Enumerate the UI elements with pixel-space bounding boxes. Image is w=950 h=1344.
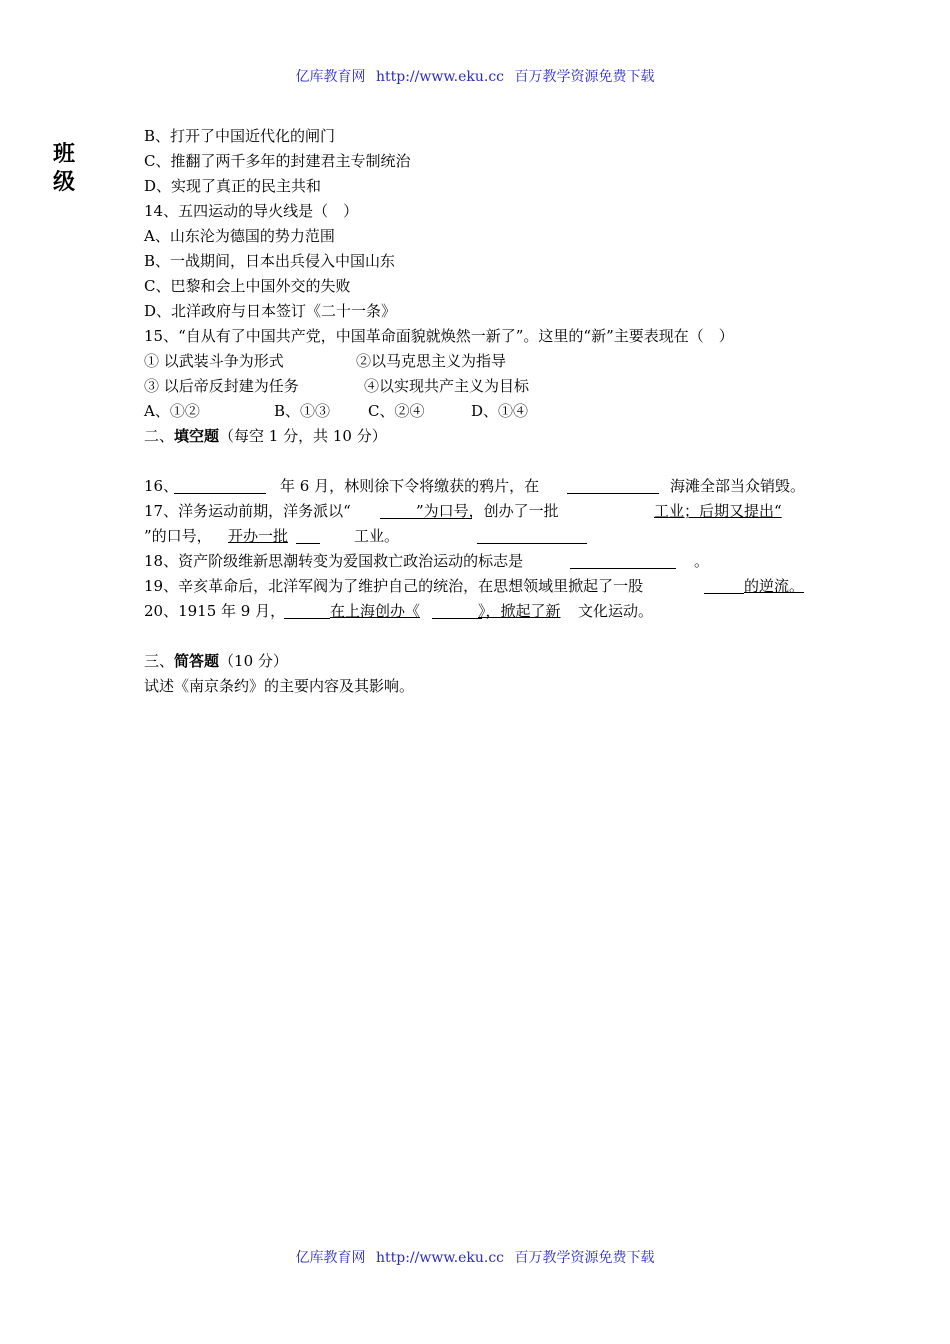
side-char-1: 班 (52, 141, 75, 167)
q15-statement-1: ① 以武装斗争为形式 (144, 352, 284, 370)
q16-num: 16、 (144, 477, 179, 495)
section2-heading (144, 424, 387, 448)
section3-heading (144, 649, 288, 673)
q15-option-a: A、①② (144, 402, 200, 420)
q15-statements-row2 (144, 374, 834, 398)
q15-statements-row1 (144, 349, 834, 373)
q15-statement-3: ③ 以后帝反封建为任务 (144, 377, 299, 395)
q20-text-3: 》，掀起了新 (478, 602, 561, 620)
footer-url: http://www.eku.cc (375, 1250, 505, 1266)
q18-text-1: 18、资产阶级维新思潮转变为爱国救亡政治运动的标志是 (144, 552, 524, 570)
header-url: http://www.eku.cc (375, 69, 505, 85)
q15-option-b: B、①③ (274, 402, 331, 420)
q20-text-1: 20、1915 年 9 月， (144, 602, 286, 620)
q17-text-1: 17、洋务运动前期，洋务派以“ (144, 502, 351, 520)
q16-blank-place (567, 477, 659, 494)
section2-title: 填空题 (174, 427, 220, 445)
q16-text-2: 海滩全部当众销毁。 (670, 477, 806, 495)
q20-text-4: 文化运动。 (578, 602, 654, 620)
footer-slogan: 百万教学资源免费下载 (514, 1250, 655, 1266)
q19-blank (704, 577, 744, 594)
q17-text-4: ”的口号， (144, 527, 212, 545)
q14-option-c: C、巴黎和会上中国外交的失败 (144, 277, 351, 295)
section3-note: （10 分） (219, 652, 288, 670)
q15-option-c: C、②④ (368, 402, 425, 420)
q20-blank-person (284, 602, 330, 619)
q17-line2 (144, 524, 834, 548)
q18-blank (570, 552, 676, 569)
q15-option-d: D、①④ (471, 402, 529, 420)
header-slogan: 百万教学资源免费下载 (514, 69, 655, 85)
q18 (144, 549, 834, 573)
q17-blank-industry (296, 527, 320, 544)
q14-option-a: A、山东沦为德国的势力范围 (144, 227, 335, 245)
q14-option-d: D、北洋政府与日本签订《二十一条》 (144, 302, 397, 320)
q16 (144, 474, 834, 498)
q19 (144, 574, 834, 598)
page-footer (0, 1247, 950, 1267)
q19-text-1: 19、辛亥革命后，北洋军阀为了维护自己的统治，在思想领域里掀起了一股 (144, 577, 644, 595)
section3-prefix: 三、 (144, 652, 175, 670)
q20-blank-magazine (432, 602, 482, 619)
q15-statement-2: ②以马克思主义为指导 (356, 352, 507, 370)
q16-blank-year (174, 477, 266, 494)
q20 (144, 599, 834, 623)
q19-text-2: 的逆流。 (744, 577, 805, 595)
q13-option-c: C、推翻了两千多年的封建君主专制统治 (144, 152, 411, 170)
q13-option-b: B、打开了中国近代化的闸门 (144, 127, 336, 145)
footer-site: 亿库教育网 (295, 1250, 366, 1266)
q15-options (144, 399, 834, 423)
q17-line1 (144, 499, 834, 523)
q17-text-5: 开办一批 (228, 527, 289, 545)
q17-text-2: ”为口号，创办了一批 (416, 502, 559, 520)
q17-text-3: 工业；后期又提出“ (654, 502, 782, 520)
q14-stem: 14、五四运动的导火线是（ ） (144, 202, 359, 220)
section2-note: （每空 1 分，共 10 分） (219, 427, 387, 445)
q18-text-2: 。 (694, 552, 710, 570)
side-char-2: 级 (52, 169, 75, 195)
section2-prefix: 二、 (144, 427, 175, 445)
section3-title: 简答题 (174, 652, 220, 670)
q17-text-6: 工业。 (354, 527, 400, 545)
q13-option-d: D、实现了真正的民主共和 (144, 177, 322, 195)
q15-statement-4: ④以实现共产主义为目标 (364, 377, 530, 395)
q21-question: 试述《南京条约》的主要内容及其影响。 (144, 677, 415, 695)
q14-option-b: B、一战期间，日本出兵侵入中国山东 (144, 252, 396, 270)
q17-blank-slogan-2 (477, 527, 587, 544)
q16-text-1: 年 6 月，林则徐下令将缴获的鸦片，在 (280, 477, 540, 495)
side-class-label (50, 140, 78, 196)
page-header (0, 66, 950, 86)
q15-stem: 15、“自从有了中国共产党，中国革命面貌就焕然一新了”。这里的“新”主要表现在（ ） (144, 327, 734, 345)
q20-text-2: 在上海创办《 (330, 602, 421, 620)
header-site: 亿库教育网 (295, 69, 366, 85)
